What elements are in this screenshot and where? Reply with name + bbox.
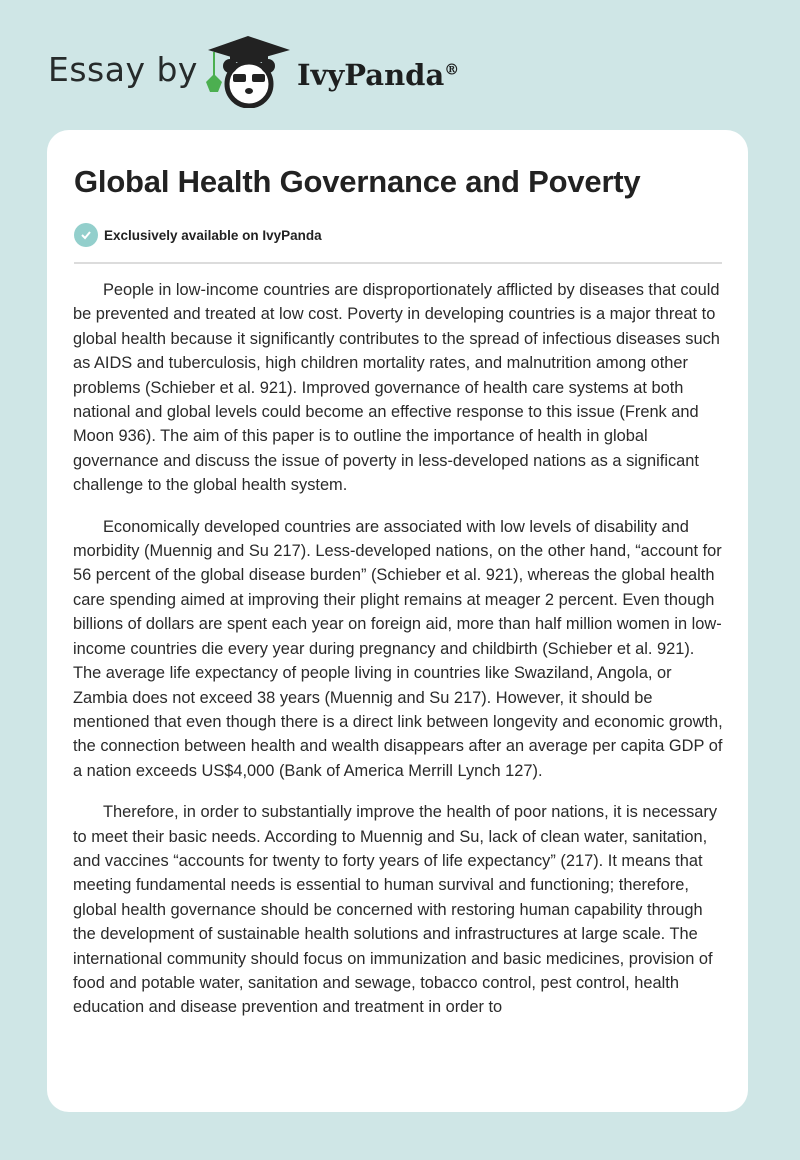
brand-text: IvyPanda — [297, 58, 445, 92]
exclusive-badge — [74, 223, 322, 247]
essay-body — [73, 278, 725, 1037]
badge-text: Exclusively available on IvyPanda — [104, 227, 322, 243]
site-header — [0, 20, 800, 120]
panda-logo-icon[interactable] — [200, 36, 292, 108]
paragraph: Economically developed countries are associated with low levels of disability and morbidity (Muennig and Su 217). Less-developed nations, on the other hand, “account for 56 percent of the global disease burden” (Schieber et al. 921), whereas the global health care spending aimed at improving their plight remains at meager 2 percent. Even though billions of dollars are spent each year on foreign aid, more than half million women in low-income countries die every year during pregnancy and childbirth (Schieber et al. 921). The average life expectancy of people living in countries like Swaziland, Angola, or Zambia does not exceed 38 years (Muennig and Su 217). However, it should be mentioned that even though there is a direct link between longevity and economic growth, the connection between health and wealth disappears after an average per capita GDP of a nation exceeds US$4,000 (Bank of America Merrill Lynch 127). — [73, 517, 723, 780]
essay-by-label: Essay by — [48, 50, 198, 89]
check-icon — [74, 223, 98, 247]
divider — [74, 262, 722, 264]
registered-mark: ® — [444, 60, 460, 79]
page-title: Global Health Governance and Poverty — [74, 164, 641, 199]
brand-name — [297, 58, 459, 92]
paragraph: People in low-income countries are disproportionately afflicted by diseases that could be prevented and treated at low cost. Poverty in developing countries is a major threat to global health because it significantly contributes to the spread of infectious diseases such as AIDS and tuberculosis, high children mortality rates, and malnutrition among other problems (Schieber et al. 921). Improved governance of health care systems at both national and global levels could become an effective response to this issue (Frenk and Moon 936). The aim of this paper is to outline the importance of health in global governance and discuss the issue of poverty in less-developed nations as a significant challenge to the global health system. — [73, 281, 720, 495]
essay-card — [47, 130, 748, 1112]
paragraph: Therefore, in order to substantially improve the health of poor nations, it is necessary to meet their basic needs. According to Muennig and Su, lack of clean water, sanitation, and vaccines “accounts for twenty to forty years of life expectancy” (217). It means that meeting fundamental needs is essential to human survival and functioning; therefore, global health governance should be concerned with restoring human capability through the development of sustainable health solutions and infrastructures at large scale. The international community should focus on immunization and basic medicines, provision of food and potable water, sanitation and sewage, tobacco control, pest control, health education and disease prevention and treatment in order to — [73, 803, 718, 1017]
